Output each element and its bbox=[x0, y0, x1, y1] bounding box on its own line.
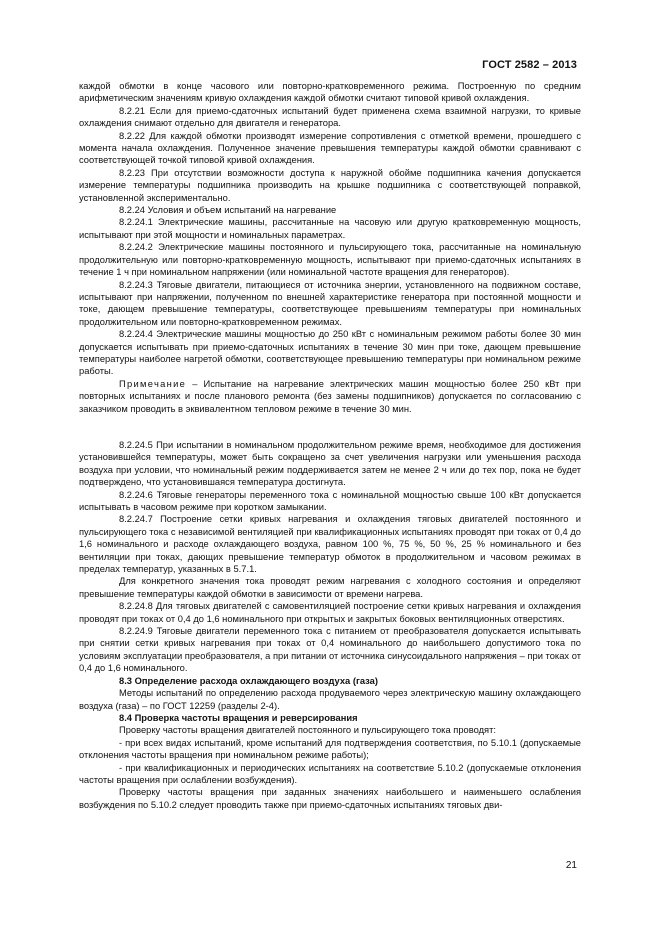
standard-header: ГОСТ 2582 – 2013 bbox=[482, 59, 577, 71]
note bbox=[79, 378, 581, 415]
note-text: – Испытание на нагревание электрических машин мощностью более 250 кВт при повторных испытаниях и после планового ремонта (без замены подшипников) допускается по согласованию с заказчиком проводить в эквивалентном тепловом режиме в течение 30 мин. bbox=[79, 378, 581, 414]
paragraph-8-2-24-9: 8.2.24.9 Тяговые двигатели переменного тока с питанием от преобразователя допускается испытывать при снятии сетки кривых нагревания при токах от 0,4 номинального до наибольшего допустимого тока по условиям эксплуатации преобразователя, а при питании от источника синусоидального напряжения – при токах от 0,4 до 1,6 номинального. bbox=[79, 626, 581, 674]
section-8-3-heading: 8.3 Определение расхода охлаждающего воздуха (газа) bbox=[119, 675, 378, 686]
paragraph-8-2-24-5: 8.2.24.5 При испытании в номинальном продолжительном режиме время, необходимое для достижения установившейся температуры, может быть сокращено за счет увеличения нагрузки или уменьшения расхода воздуха при условии, что номинальный режим поддерживается затем не менее 2 ч или до тех пор, пока не будет подтверждено, что установившаяся температура достигнута. bbox=[79, 439, 581, 488]
paragraph-8-2-24-6: 8.2.24.6 Тяговые генераторы переменного тока с номинальной мощностью свыше 100 кВт допускается испытывать в часовом режиме при коротком замыкании. bbox=[79, 489, 581, 512]
section-8-4-item-2: - при квалификационных и периодических испытаниях на соответствие 5.10.2 (допускаемые отклонения частоты вращения при ослаблении возбуждения). bbox=[79, 762, 581, 785]
paragraph-8-2-24: 8.2.24 Условия и объем испытаний на нагревание bbox=[119, 205, 337, 216]
page-body bbox=[79, 80, 581, 811]
paragraph-8-2-21: 8.2.21 Если для приемо-сдаточных испытаний будет применена схема взаимной нагрузки, то кривые охлаждения снимают отдельно для двигателя и генератора. bbox=[79, 105, 581, 129]
paragraph-heating-mode: Для конкретного значения тока проводят режим нагревания с холодного состояния и определяют превышение температуры каждой обмотки в зависимости от времени нагрева. bbox=[79, 576, 581, 599]
section-8-4-item-1: - при всех видах испытаний, кроме испытаний для подтверждения соответствия, по 5.10.1 (допускаемые отклонения частоты вращения при номинальном режиме работы); bbox=[79, 737, 581, 761]
paragraph-8-2-22: 8.2.22 Для каждой обмотки производят измерение сопротивления с отметкой времени, прошедшего с момента начала охлаждения. Полученное значение превышения температуры каждой обмотки сравнивают с соответствующей точкой типовой кривой охлаждения. bbox=[79, 130, 581, 166]
section-8-4-intro: Проверку частоты вращения двигателей постоянного и пульсирующего тока проводят: bbox=[119, 725, 496, 736]
section-8-4-heading: 8.4 Проверка частоты вращения и реверсирования bbox=[119, 712, 358, 723]
section-8-3-text: Методы испытаний по определению расхода продуваемого через электрическую машину охлаждающего воздуха (газа) – по ГОСТ 12259 (разделы 2-4). bbox=[79, 688, 581, 711]
paragraph-8-2-24-1: 8.2.24.1 Электрические машины, рассчитанные на часовую или другую кратковременную мощность, испытывают при этой мощности и номинальных параметрах. bbox=[79, 217, 581, 240]
paragraph-cooling-curve: каждой обмотки в конце часового или повторно-кратковременного режима. Построенную по средним арифметическим значениям кривую охлаждения каждой обмотки считают типовой кривой охлаждения. bbox=[79, 81, 581, 104]
note-label: Примечание bbox=[119, 378, 187, 389]
paragraph-8-2-23: 8.2.23 При отсутствии возможности доступа к наружной обойме подшипника качения допускается измерение температуры подшипника производить на крышке подшипника с соответствующей поправкой, установленной экспериментально. bbox=[79, 167, 581, 203]
paragraph-8-2-24-4: 8.2.24.4 Электрические машины мощностью до 250 кВт с номинальным режимом работы более 30 мин допускается испытывать при приемо-сдаточных испытаниях в течение 30 мин при токе, дающем превышение температуры наиболее нагретой обмотки, соответствующее превышению температуры при номинальном режиме работы. bbox=[79, 329, 581, 377]
page-number: 21 bbox=[565, 860, 577, 871]
paragraph-8-2-24-3: 8.2.24.3 Тяговые двигатели, питающиеся от источника энергии, установленного на подвижном составе, испытывают при напряжении, полученном по внешней характеристике генератора при постоянной мощности и токе, дающем превышение температуры, соответствующее превышениям температуры при номинальных продолжительном или повторно-кратковременном режимах. bbox=[79, 279, 581, 327]
spacer bbox=[79, 415, 581, 439]
paragraph-8-2-24-7: 8.2.24.7 Построение сетки кривых нагревания и охлаждения тяговых двигателей постоянного и пульсирующего тока с независимой вентиляцией при квалификационных испытаниях проводят при токах от 0,4 до 1,6 номинального и расходе охлаждающего воздуха, равном 100 %, 75 %, 50 %, 25 % номинального и без вентиляции при токах, дающих превышение температур обмоток в продолжительном и часовом режимах в пределах температур, указанных в 5.7.1. bbox=[79, 514, 581, 575]
paragraph-8-2-24-8: 8.2.24.8 Для тяговых двигателей с самовентиляцией построение сетки кривых нагревания и охлаждения проводят при токах от 0,4 до 1,6 номинального при открытых и закрытых боковых вентиляционных отверстиях. bbox=[79, 601, 581, 624]
section-8-4-last: Проверку частоты вращения при заданных значениях наибольшего и наименьшего ослабления возбуждения по 5.10.2 следует проводить также при приемо-сдаточных испытаниях тяговых дви- bbox=[79, 787, 581, 810]
paragraph-8-2-24-2: 8.2.24.2 Электрические машины постоянного и пульсирующего тока, рассчитанные на номинальную продолжительную или повторно-кратковременную мощность, испытывают при приемо-сдаточных испытаниях в течение 1 ч при номинальном напряжении (или номинальной частоте вращения для генераторов). bbox=[79, 242, 581, 278]
